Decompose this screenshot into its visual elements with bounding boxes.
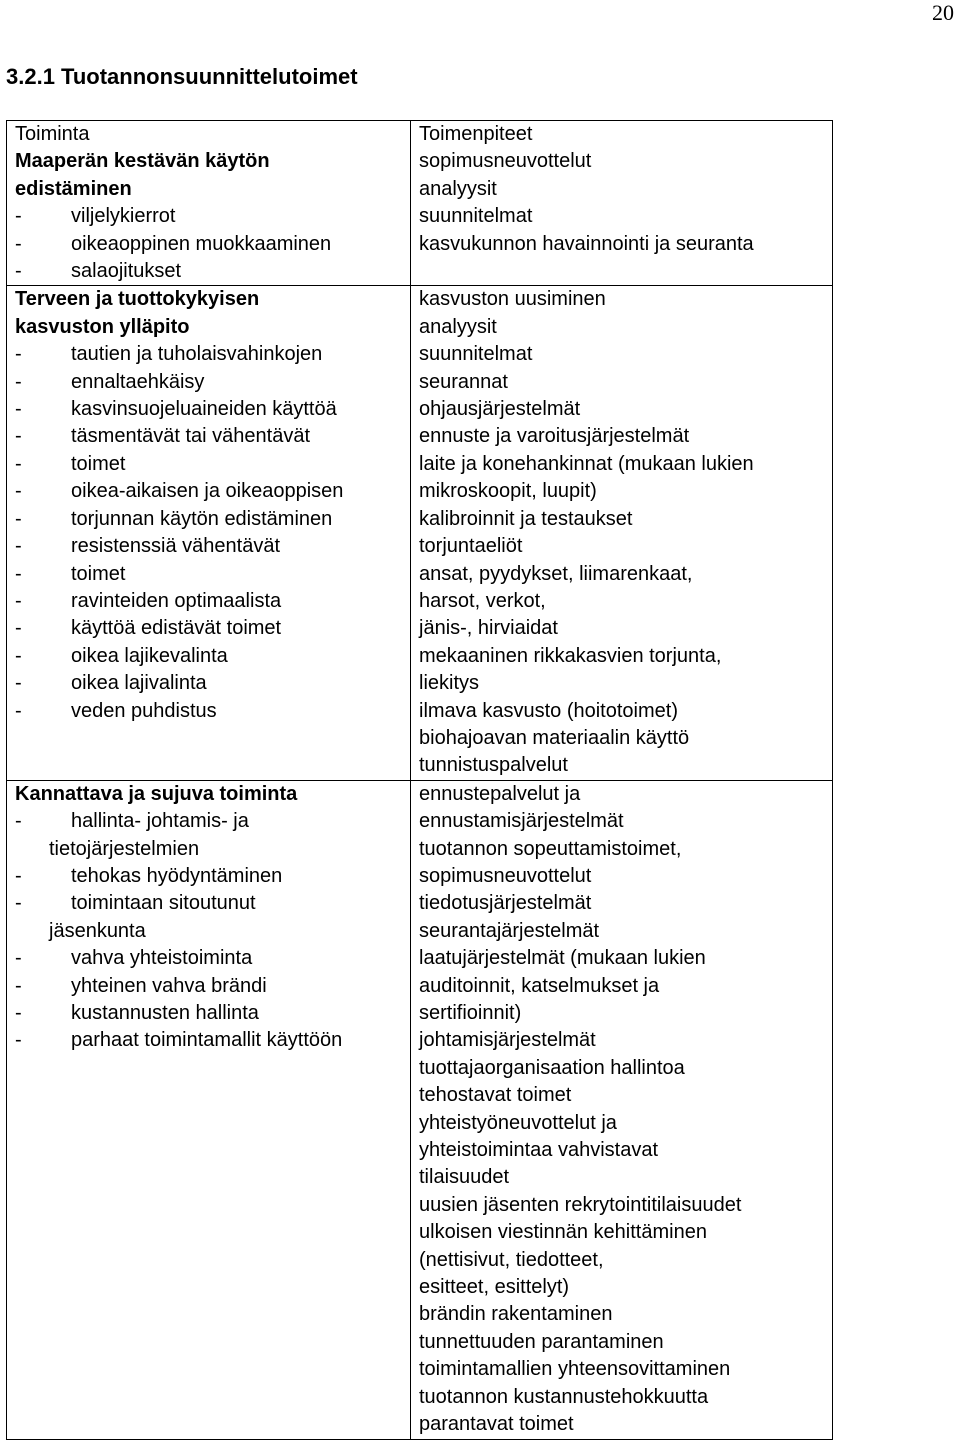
activity-item-text: veden puhdistus [71,699,217,722]
page-number: 20 [932,0,954,25]
measure-line: liekitys [419,672,480,695]
measure-line: suunnitelmat [419,205,533,228]
activity-title: edistäminen [15,177,132,200]
cell-left-3 [7,780,411,1439]
activity-item-text: vahva yhteistoiminta [71,947,253,970]
activity-item-text: toimet [71,562,126,585]
activity-item [15,369,410,396]
activity-item [15,670,410,697]
measure-line: tilaisuudet [419,1166,510,1189]
measure-line: auditoinnit, katselmukset ja [419,974,660,997]
bullet-dash: - [15,425,22,448]
activity-item-text: tehokas hyödyntäminen [71,864,283,887]
activity-item [15,231,410,258]
measure-line: toimintamallien yhteensovittaminen [419,1358,731,1381]
measure-line: suunnitelmat [419,343,533,366]
measure-line: mekaaninen rikkakasvien torjunta, [419,644,722,667]
measure-line: sopimusneuvottelut [419,150,592,173]
measure-line: biohajoavan materiaalin käyttö [419,726,690,749]
activity-item [15,643,410,670]
activity-item-text: kasvinsuojeluaineiden käyttöä [71,398,337,421]
activity-item-text: resistenssiä vähentävät [71,535,281,558]
cell-right-2 [411,286,833,780]
measure-line: tunnistuspalvelut [419,754,568,777]
activity-item [15,203,410,230]
activity-item [15,258,410,285]
activity-item-text: oikeaoppinen muokkaaminen [71,232,332,255]
bullet-dash: - [15,699,22,722]
activity-item [15,890,410,917]
cell-left-2 [7,286,411,780]
activity-item [15,423,410,450]
bullet-dash: - [15,535,22,558]
bullet-dash: - [15,617,22,640]
activity-title: Kannattava ja sujuva toiminta [15,782,298,805]
measures-table [6,120,833,1440]
bullet-dash: - [15,232,22,255]
activity-item [15,808,410,835]
measure-line: parantavat toimet [419,1413,574,1436]
bullet-dash: - [15,589,22,612]
measure-line: ansat, pyydykset, liimarenkaat, [419,562,693,585]
bullet-dash: - [15,343,22,366]
activity-title: Terveen ja tuottokykyisen [15,288,260,311]
activity-item-text: viljelykierrot [71,205,176,228]
measure-line: (nettisivut, tiedotteet, [419,1248,604,1271]
measure-line: tuottajaorganisaation hallintoa [419,1056,685,1079]
activity-item [15,863,410,890]
measure-line: ennustepalvelut ja [419,782,581,805]
bullet-dash: - [15,507,22,530]
measure-line: seurantajärjestelmät [419,919,600,942]
measure-line: johtamisjärjestelmät [419,1029,596,1052]
activity-item [15,478,410,505]
measure-line: jänis-, hirviaidat [419,617,558,640]
activity-item [15,341,410,368]
activity-item-text: oikea lajikevalinta [71,644,228,667]
activity-item-text: täsmentävät tai vähentävät [71,425,311,448]
table-row-2 [7,286,833,780]
activity-item-text: toimintaan sitoutunut [71,892,256,915]
measure-line: mikroskoopit, luupit) [419,480,597,503]
measure-line: esitteet, esittelyt) [419,1276,570,1299]
measure-line: seurannat [419,370,508,393]
activity-title: Maaperän kestävän käytön [15,150,270,173]
activity-item-text: parhaat toimintamallit käyttöön [71,1029,343,1052]
bullet-dash: - [15,672,22,695]
activity-item-continued: jäsenkunta [49,919,146,942]
measure-line: brändin rakentaminen [419,1303,613,1326]
table-row-1 [7,121,833,286]
measure-line: ilmava kasvusto (hoitotoimet) [419,699,678,722]
activity-item [15,945,410,972]
right-content-2 [419,286,832,779]
cell-right-3 [411,780,833,1439]
measure-line: tiedotusjärjestelmät [419,892,592,915]
activity-item [15,1000,410,1027]
measure-line: analyysit [419,177,497,200]
right-content-3 [419,781,832,1439]
measure-line: tuotannon sopeuttamistoimet, [419,837,682,860]
measure-line: yhteistyöneuvottelut ja [419,1111,617,1134]
bullet-dash: - [15,452,22,475]
measure-line: laatujärjestelmät (mukaan lukien [419,947,706,970]
activity-item-text: tautien ja tuholaisvahinkojen [71,343,323,366]
measure-line: ennustamisjärjestelmät [419,810,624,833]
bullet-dash: - [15,644,22,667]
bullet-dash: - [15,480,22,503]
measure-line: uusien jäsenten rekrytointitilaisuudet [419,1193,742,1216]
activity-item-text: oikea lajivalinta [71,672,207,695]
activity-item-text: oikea-aikaisen ja oikeaoppisen [71,480,344,503]
activity-item [15,561,410,588]
activity-item-text: käyttöä edistävät toimet [71,617,282,640]
bullet-dash: - [15,1029,22,1052]
activity-item-text: hallinta- johtamis- ja [71,810,249,833]
bullet-dash: - [15,864,22,887]
activity-item [15,506,410,533]
measure-line: tunnettuuden parantaminen [419,1330,664,1353]
measure-line: laite ja konehankinnat (mukaan lukien [419,452,754,475]
activity-item-continued: tietojärjestelmien [49,837,200,860]
activity-item-text: torjunnan käytön edistäminen [71,507,333,530]
activity-item-text: salaojitukset [71,260,182,283]
measure-line: ennuste ja varoitusjärjestelmät [419,425,690,448]
activity-item [15,396,410,423]
activity-item [15,698,410,725]
measure-line: ulkoisen viestinnän kehittäminen [419,1221,707,1244]
activity-item-text: ennaltaehkäisy [71,370,205,393]
section-title: 3.2.1 Tuotannonsuunnittelutoimet [6,64,358,89]
activity-item [15,1027,410,1054]
measure-line: harsot, verkot, [419,589,546,612]
activity-item-text: kustannusten hallinta [71,1002,259,1024]
bullet-dash: - [15,1002,22,1024]
activity-item-text: toimet [71,452,126,475]
bullet-dash: - [15,562,22,585]
cell-right-1 [411,121,833,286]
right-content-1 [419,148,832,258]
cell-left-1 [7,121,411,286]
left-content-1 [15,148,410,285]
bullet-dash: - [15,398,22,421]
column-header-toiminta: Toiminta [15,123,90,145]
bullet-dash: - [15,974,22,997]
measure-line: yhteistoimintaa vahvistavat [419,1139,659,1162]
activity-item [15,973,410,1000]
bullet-dash: - [15,370,22,393]
measure-line: tehostavat toimet [419,1084,572,1107]
activity-item [15,615,410,642]
left-content-3 [15,781,410,1055]
activity-item [15,588,410,615]
measure-line: analyysit [419,315,497,338]
left-content-2 [15,286,410,725]
measure-line: kasvukunnon havainnointi ja seuranta [419,232,754,255]
activity-item-text: yhteinen vahva brändi [71,974,267,997]
activity-item-text: ravinteiden optimaalista [71,589,282,612]
measure-line: tuotannon kustannustehokkuutta [419,1385,709,1408]
measure-line: sopimusneuvottelut [419,864,592,887]
activity-item [15,533,410,560]
table-row-3 [7,780,833,1439]
bullet-dash: - [15,892,22,915]
bullet-dash: - [15,260,22,283]
measure-line: ohjausjärjestelmät [419,398,581,421]
measure-line: sertifioinnit) [419,1002,522,1024]
measure-line: kalibroinnit ja testaukset [419,507,633,530]
bullet-dash: - [15,947,22,970]
measure-line: kasvuston uusiminen [419,288,606,311]
column-header-toimenpiteet: Toimenpiteet [419,123,533,145]
bullet-dash: - [15,810,22,833]
bullet-dash: - [15,205,22,228]
activity-title: kasvuston ylläpito [15,315,190,338]
activity-item [15,451,410,478]
measure-line: torjuntaeliöt [419,535,523,558]
